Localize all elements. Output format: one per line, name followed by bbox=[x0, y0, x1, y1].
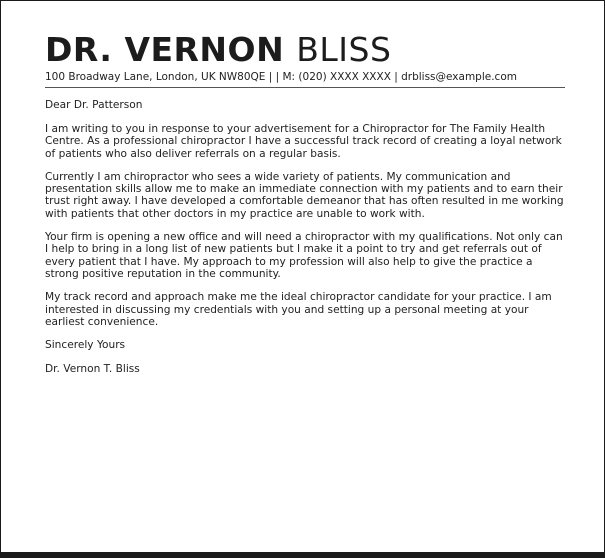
signature: Dr. Vernon T. Bliss bbox=[45, 363, 140, 376]
body-paragraph-2: Currently I am chiropractor who sees a wide variety of patients. My communication and presentation skills allow me to make an immediate connection with my patients and to earn their trust right away. I have developed a comfortable demeanor that has often resulted in me working with patients that other doctors in my practice are unable to work with. bbox=[45, 170, 564, 220]
letter-page bbox=[45, 30, 565, 376]
sender-name bbox=[45, 30, 565, 70]
body-paragraph-1: I am writing to you in response to your advertisement for a Chiropractor for The Family Health Centre. As a professional chiropractor I have a successful track record of creating a loyal network of patients who also deliver referrals on a regular basis. bbox=[45, 123, 562, 160]
salutation: Dear Dr. Patterson bbox=[45, 99, 143, 111]
body-paragraph-4: My track record and approach make me the ideal chiropractor candidate for your practice. I am interested in discussing my credentials with you and setting up a personal meeting at your earliest convenience. bbox=[45, 291, 552, 328]
sender-name-last: BLISS bbox=[296, 30, 392, 69]
frame-bottom-border bbox=[0, 552, 605, 558]
body-paragraph-3: Your firm is opening a new office and will need a chiropractor with my qualifications. Not only can I help to bring in a long list of new patients but I make it a point to try and get referrals out of every patient that I have. My approach to my profession will also help to give the practice a strong positive reputation in the community. bbox=[45, 231, 563, 280]
contact-line: 100 Broadway Lane, London, UK NW80QE | | M: (020) XXXX XXXX | drbliss@example.com bbox=[45, 71, 565, 88]
closing: Sincerely Yours bbox=[45, 339, 126, 352]
sender-name-first: DR. VERNON bbox=[45, 30, 285, 69]
